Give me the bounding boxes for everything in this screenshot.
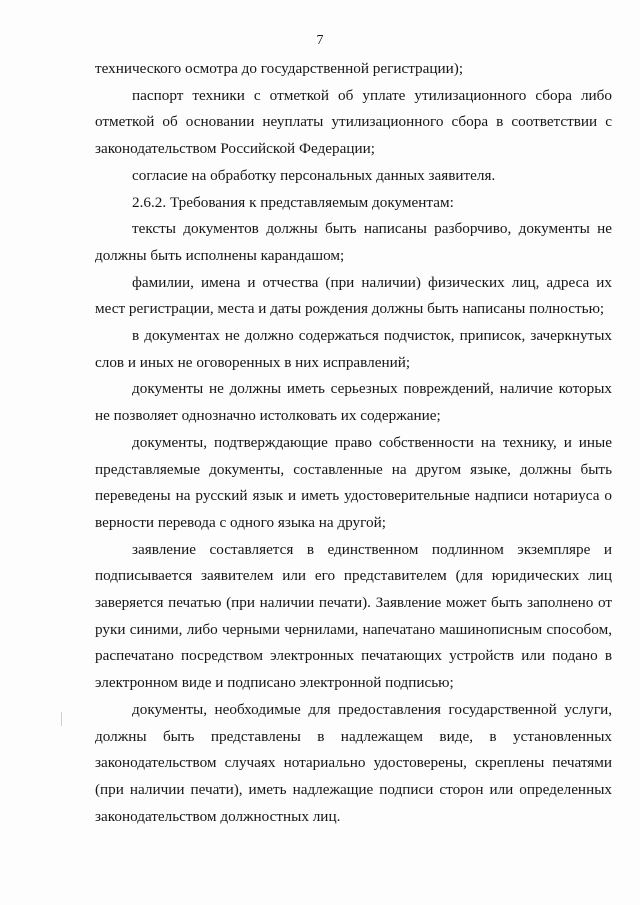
paragraph-proper-form: документы, необходимые для предоставления государственной услуги, должны быть представлены в надлежащем виде, в установленных законодательством случаях нотариально удостоверены, скреплены печатями (при наличии печати), иметь надлежащие подписи сторон или определенных законодательством должностных лиц.: [95, 700, 612, 825]
paragraph-full-names: фамилии, имена и отчества (при наличии) физических лиц, адреса их мест регистрации, места и даты рождения должны быть написаны полностью;: [95, 273, 612, 318]
paragraph-no-erasures: в документах не должно содержаться подчисток, приписок, зачеркнутых слов и иных не оговоренных в них исправлений;: [95, 327, 612, 371]
document-body: [95, 56, 612, 830]
scan-artifact-mark: [61, 712, 62, 726]
section-heading-2-6-2: 2.6.2. Требования к представляемым документам:: [132, 193, 454, 211]
paragraph-personal-data-consent: согласие на обработку персональных данных заявителя.: [132, 166, 496, 184]
paragraph-application: заявление составляется в единственном подлинном экземпляре и подписывается заявителем или его представителем (для юридических лиц заверяется печатью (при наличии печати). Заявление может быть заполнено от руки синими, либо черными чернилами, напечатано машинописным способом, распечатано посредством электронных печатающих устройств или подано в электронном виде и подписано электронной подписью;: [95, 540, 612, 692]
page-number: 7: [316, 33, 324, 48]
paragraph-translation: документы, подтверждающие право собственности на технику, и иные представляемые документы, составленные на другом языке, должны быть переведены на русский язык и иметь удостоверительные надписи нотариуса о верности перевода с одного языка на другой;: [95, 433, 612, 531]
paragraph-legible-texts: тексты документов должны быть написаны разборчиво, документы не должны быть исполнены карандашом;: [95, 220, 612, 264]
paragraph-no-damage: документы не должны иметь серьезных повреждений, наличие которых не позволяет однозначно истолковать их содержание;: [95, 380, 612, 425]
paragraph-vehicle-passport: паспорт техники с отметкой об уплате утилизационного сбора либо отметкой об основании неуплаты утилизационного сбора в соответствии с законодательством Российской Федерации;: [95, 86, 612, 158]
paragraph-continuation: технического осмотра до государственной регистрации);: [95, 60, 464, 77]
